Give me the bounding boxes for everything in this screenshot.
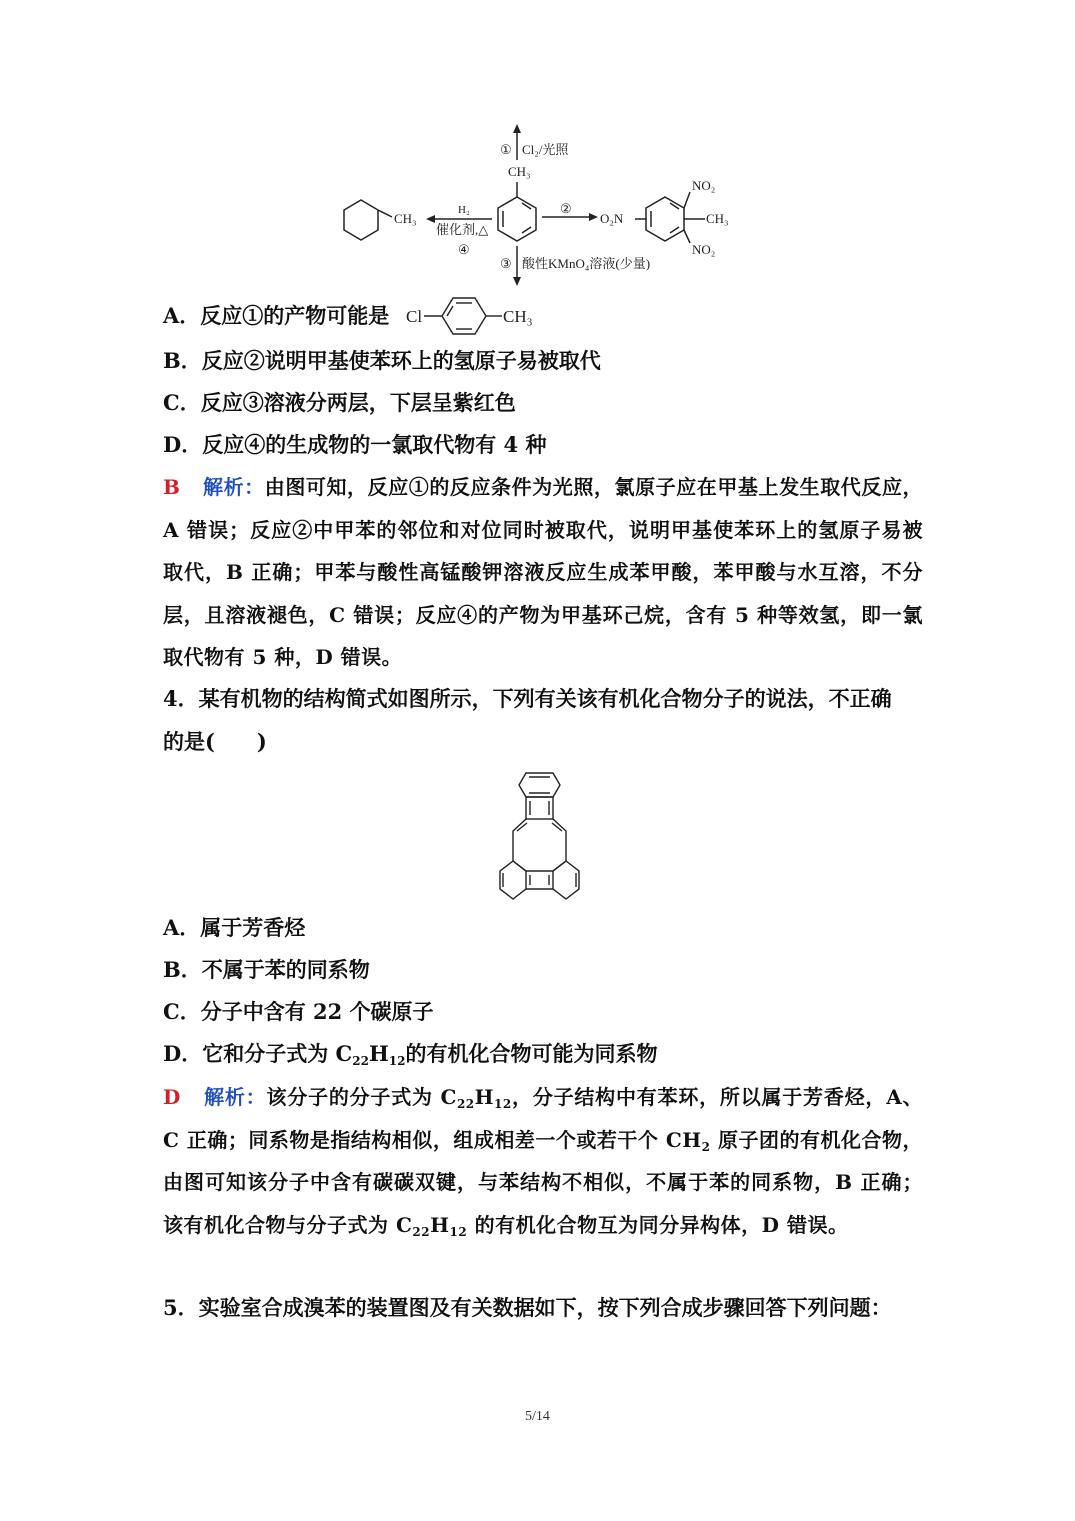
q3-analysis-text: 由图可知，反应①的反应条件为光照，氯原子应在甲基上发生取代反应，A 错误；反应②中甲苯的邻位和对位同时被取代，说明甲基使苯环上的氢原子易被取代，B 正确；甲苯与酸性高锰酸钾溶液反应生成苯甲酸，苯甲酸与水互溶，不分层，且溶液褪色，C 错误；反应④的产物为甲基环己烷，含有 5 种等效氢，即一氯取代物有 5 种，D 错误。 (163, 475, 924, 669)
page-number: 5/14 (525, 1409, 550, 1424)
reaction1-condition: Cl₂/光照 (522, 142, 569, 157)
q3-analysis (163, 466, 923, 679)
q4-option-d: D．它和分子式为 $C_{22}H_{12}$的有机化合物可能为同系物 (163, 1041, 658, 1068)
q4-stem-line2: 的是( ) (163, 729, 267, 754)
nitro-left-label: O₂N (600, 211, 624, 226)
reaction4-label: ④ (458, 242, 470, 257)
q3-option-b: B．反应②说明甲基使苯环上的氢原子易被取代 (163, 348, 601, 373)
q3-answer: B (163, 475, 181, 499)
reaction-scheme (330, 120, 750, 290)
reaction2-label: ② (560, 201, 572, 216)
methyl-label: CH₃ (508, 164, 531, 179)
q3-option-c: C．反应③溶液分两层，下层呈紫红色 (163, 390, 516, 415)
reaction3-condition: 酸性KMnO₄溶液(少量) (522, 256, 651, 271)
chlorotoluene-structure (404, 294, 544, 338)
q4-option-b: B．不属于苯的同系物 (163, 957, 370, 982)
q4-answer: D (163, 1085, 181, 1109)
q4-structure (490, 765, 590, 905)
q4-option-c: C．分子中含有 22 个碳原子 (163, 999, 434, 1024)
chloro-label: Cl (406, 307, 423, 326)
q3-option-d: D．反应④的生成物的一氯取代物有 4 种 (163, 432, 547, 457)
product4-methyl-label: CH₃ (394, 211, 417, 226)
q4-stem-line1: 4．某有机物的结构简式如图所示，下列有关该有机化合物分子的说法，不正确 (163, 686, 892, 711)
reaction4-h2: H₂ (458, 204, 470, 216)
reaction4-condition: 催化剂,△ (436, 222, 489, 237)
chlorotoluene-methyl-label: CH₃ (503, 307, 533, 326)
q5-stem: 5．实验室合成溴苯的装置图及有关数据如下，按下列合成步骤回答下列问题： (163, 1295, 892, 1320)
q4-analysis-label: 解析： (204, 1085, 267, 1109)
q3-option-a (163, 302, 389, 330)
q3-analysis-label: 解析： (203, 475, 265, 499)
q4-analysis: D 解析：该分子的分子式为 $C_{22}H_{12}$，分子结构中有苯环，所以属于芳香烃，A、C 正确；同系物是指结构相似，组成相差一个或若干个 $CH_2$ 原子团的有机化合物，由图可知该分子中含有碳碳双键，与苯结构不相似，不属于苯的同系物，B 正确；该有机化合物与分子式为 $C_{22}H_{12}$ 的有机化合物互为同分异构体，D 错误。 (163, 1085, 923, 1239)
reaction1-label: ① (500, 142, 512, 157)
q4-option-a: A．属于芳香烃 (163, 915, 306, 940)
nitro-bottom-label: NO₂ (692, 242, 716, 257)
q3-option-a-text: A．反应①的产物可能是 (163, 303, 390, 328)
nitro-top-label: NO₂ (692, 178, 716, 193)
product2-methyl-label: CH₃ (706, 211, 729, 226)
reaction3-label: ③ (500, 256, 512, 271)
